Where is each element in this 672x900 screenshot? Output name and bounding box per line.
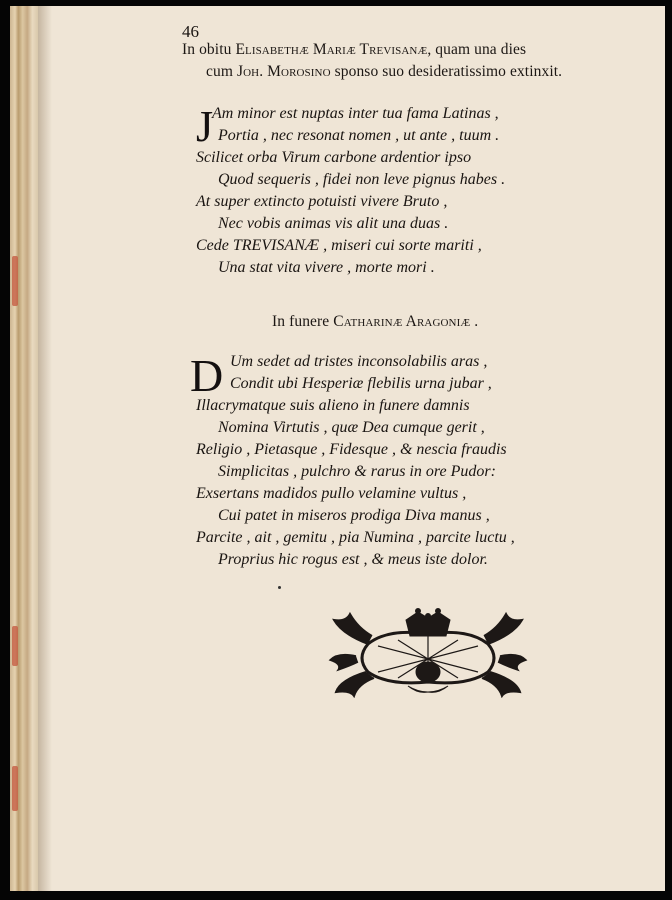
poem2-title-prefix: In funere bbox=[272, 313, 330, 330]
poem2-line: Exsertans madidos pullo velamine vultus , bbox=[196, 485, 467, 502]
poem2-title-name: Catharinæ Aragoniæ . bbox=[333, 313, 479, 330]
poem2-verse bbox=[190, 351, 650, 571]
poem2-line: Religio , Pietasque , Fidesque , & nescia fraudis bbox=[196, 441, 507, 458]
poem1-line: Am minor est nuptas inter tua fama Latinas , bbox=[212, 105, 499, 122]
binding-stain bbox=[12, 626, 18, 666]
poem2-title bbox=[272, 312, 665, 332]
poem1-line: Nec vobis animas vis alit una duas . bbox=[218, 215, 449, 232]
poem1-title-prefix: In obitu bbox=[182, 41, 232, 58]
poem2-line: Illacrymatque suis alieno in funere damnis bbox=[196, 397, 470, 414]
binding-stain bbox=[12, 766, 18, 811]
poem1-line: Una stat vita vivere , morte mori . bbox=[218, 259, 435, 276]
poem1-line: Quod sequeris , fidei non leve pignus habes . bbox=[218, 171, 506, 188]
poem1-title-line2-prefix: cum bbox=[206, 63, 233, 80]
poem1-title-name: Elisabethæ Mariæ Trevisanæ bbox=[235, 41, 428, 58]
poem1-line: At super extincto potuisti vivere Bruto , bbox=[196, 193, 448, 210]
poem1-dropcap: J bbox=[196, 102, 214, 151]
poem1-line: Portia , nec resonat nomen , ut ante , tuum . bbox=[218, 127, 500, 144]
poem2-line: Parcite , ait , gemitu , pia Numina , parcite luctu , bbox=[196, 529, 515, 546]
poem1-title-line2-name: Joh. Morosino bbox=[236, 63, 331, 80]
poem2-line: Um sedet ad tristes inconsolabilis aras , bbox=[230, 353, 488, 370]
poem2-line: Condit ubi Hesperiæ flebilis urna jubar , bbox=[230, 375, 492, 392]
book-binding-edge bbox=[10, 6, 38, 891]
binding-stain bbox=[12, 256, 18, 306]
book-page bbox=[10, 6, 665, 891]
poem2-dropcap: D bbox=[190, 350, 224, 401]
poem1-title-line1 bbox=[182, 40, 662, 60]
page-gutter-shadow bbox=[38, 6, 52, 891]
poem2-line: Proprius hic rogus est , & meus iste dolor. bbox=[218, 551, 488, 568]
poem1-title-line2-rest: sponso suo desideratissimo extinxit. bbox=[334, 63, 563, 80]
poem2-line: Nomina Virtutis , quæ Dea cumque gerit , bbox=[218, 419, 485, 436]
page-number: 46 bbox=[182, 22, 199, 41]
poem1-line: Scilicet orba Virum carbone ardentior ipso bbox=[196, 149, 472, 166]
stray-dot bbox=[278, 586, 281, 589]
poem2-line: Cui patet in miseros prodiga Diva manus , bbox=[218, 507, 490, 524]
poem1-verse bbox=[196, 103, 656, 279]
tailpiece-ornament-icon bbox=[328, 606, 528, 698]
poem1-line: Cede TREVISANÆ , miseri cui sorte mariti , bbox=[196, 237, 482, 254]
poem1-title-line2 bbox=[206, 62, 665, 82]
poem1-title-mid: , quam una dies bbox=[427, 41, 527, 58]
poem2-line: Simplicitas , pulchro & rarus in ore Pudor: bbox=[218, 463, 496, 480]
